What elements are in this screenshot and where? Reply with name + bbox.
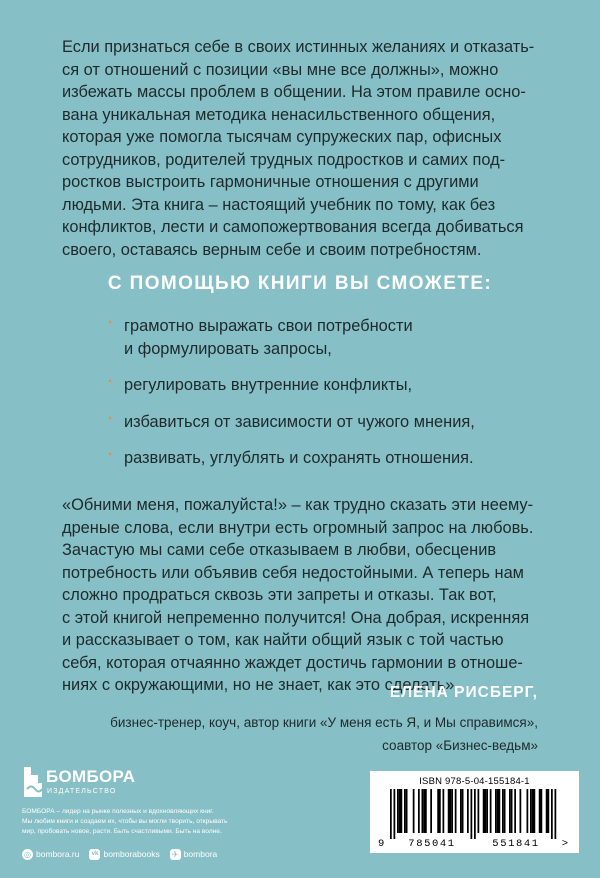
benefit-text: регулировать внутренние конфликты, [124,376,413,394]
bullet-dot-icon: · [108,409,113,427]
barcode-bar [502,789,504,833]
benefits-heading: С ПОМОЩЬЮ КНИГИ ВЫ СМОЖЕТЕ: [107,273,493,294]
barcode-bar [539,789,541,833]
barcode-bar [495,789,497,833]
barcode-guard-bar [471,789,473,839]
intro-line: которая уже помогла тысячам супружеских пар, офисных [62,128,502,146]
intro-line: конфликтов, лести и самопожертвования всегда добиваться [62,218,524,236]
barcode-bar [397,789,399,833]
quote-line: и рассказывает о том, как найти общий язык с той частью [62,631,504,649]
barcode-bar [486,789,488,833]
barcode-bar [541,789,543,833]
barcode-bar [520,789,522,833]
barcode-bar [485,789,487,833]
bullet-dot-icon: · [108,446,113,463]
barcode-bar [425,789,427,833]
benefit-text: и формулировать запросы, [124,339,332,358]
publisher-subtitle: ИЗДАТЕЛЬСТВО [47,788,117,795]
barcode-bar [548,789,550,833]
benefit-item [108,315,548,360]
quote-line: ниях с окружающими, но не знает, как это сделать». [62,676,459,694]
barcode-bar [483,789,485,833]
quote-line: дреные слова, если внутри есть огромный запрос на любовь. [62,518,534,537]
barcode-digit-first: 9 [378,838,385,850]
barcode-digits-left: 785041 [408,838,456,850]
quote-author-info [110,712,538,757]
social-links [22,847,217,861]
barcode-bar [448,789,450,833]
barcode-bar [437,789,439,833]
barcode-bar [534,789,536,833]
ean13-barcode [378,789,571,839]
quote-line: потребность или объявив себя недостойными. А теперь нам [62,563,524,582]
publisher-description [22,807,322,837]
social-vk[interactable] [89,849,159,860]
barcode-digits-right: 551841 [492,838,540,850]
publisher-name: БОМБОРА [46,767,136,786]
benefit-item [108,374,548,397]
author-credentials: бизнес-тренер, коуч, автор книги «У меня есть Я, и Мы справимся», [110,715,538,730]
quote-author-name: ЕЛЕНА РИСБЕРГ, [389,684,538,701]
barcode-bar [451,789,453,833]
barcode-bar [413,789,415,833]
barcode-bar [504,789,506,833]
benefit-text: развивать, углублять и сохранять отношения. [124,449,474,467]
barcode-bar [530,789,532,833]
intro-line: избежать массы проблем в общении. На этом правиле осно- [62,83,526,101]
intro-line: Если признаться себе в своих истинных желаниях и отказать- [62,38,535,56]
author-credentials: соавтор «Бизнес-ведьм» [382,737,538,753]
barcode-bar [406,789,408,833]
barcode-bar [546,789,548,833]
intro-paragraph [62,36,562,261]
quote-line: Зачастую мы сами себе отказываем в любви, обесценив [62,541,497,559]
instagram-icon: ◎ [22,849,33,860]
benefit-text: грамотно выражать свои потребности [124,317,413,335]
barcode-bar [443,789,445,833]
barcode-box [370,771,579,853]
social-label: bombora [183,849,218,859]
barcode-bar [467,789,469,833]
testimonial-quote [62,494,562,697]
barcode-bar [423,789,425,833]
publisher-line: Мы любим книги и создаем их, чтобы вы могли творить, открывать [22,818,228,825]
barcode-bar [497,789,499,833]
barcode-bar [462,789,464,833]
barcode-bar [404,789,406,833]
benefits-list [108,315,548,470]
barcode-bar [527,789,529,833]
barcode-bar [401,789,403,833]
quote-line: сложно продраться сквозь эти запреты и отказы. Так вот, [62,586,497,604]
quote-line: «Обними меня, пожалуйста!» – как трудно сказать эти неему- [62,496,534,514]
barcode-guard-bar [390,789,392,839]
barcode-bar [532,789,534,833]
messenger-icon: ✈ [170,849,181,860]
bullet-dot-icon: · [108,373,113,390]
social-messenger[interactable] [170,849,218,860]
benefit-item [108,447,548,470]
barcode-guard-bar [555,789,557,839]
barcode-bar [509,789,511,833]
barcode-bar [450,789,452,833]
barcode-bar [430,789,432,833]
publisher-line: БОМБОРА – лидер на рынке полезных и вдохновляющих книг. [22,808,214,815]
barcode-digits [378,838,571,850]
intro-line: ся от отношений с позиции «вы мне все должны», можно [62,60,499,79]
barcode-bar [455,789,457,833]
benefit-text: избавиться от зависимости от чужого мнения, [124,412,475,431]
barcode-arrow: > [561,838,568,850]
barcode-bar [478,789,480,833]
barcode-bar [439,789,441,833]
intro-line: своего, оставаясь верным себе и своим потребностям. [62,240,482,259]
publisher-line: мир, пробовать новое, расти. Быть счастливыми. Быть на волне. [22,828,222,835]
social-instagram[interactable] [22,849,79,860]
barcode-guard-bar [474,789,476,839]
quote-line: себя, которая отчаянно жаждет достичь гармонии в отноше- [62,653,523,672]
intro-line: сотрудников, родителей трудных подростков и самих под- [62,150,506,169]
vk-icon: vk [89,849,100,860]
intro-line: вана уникальная методика ненасильственного общения, [62,105,496,124]
barcode-bar [499,789,501,833]
isbn-number: ISBN 978-5-04-155184-1 [419,776,530,787]
social-label: bomborabooks [103,849,160,859]
barcode-bar [418,789,420,833]
publisher-logo [22,765,162,801]
barcode-guard-bar [394,789,396,839]
barcode-bar [514,789,516,833]
barcode-bar [490,789,492,833]
social-label: bombora.ru [36,849,80,859]
barcode-bar [399,789,401,833]
bombora-wave-icon [22,765,44,799]
intro-line: ростков выстроить гармоничные отношения с другими [62,173,479,191]
intro-line: людьми. Эта книга – настоящий учебник по тому, как без [62,195,496,214]
barcode-guard-bar [551,789,553,839]
barcode-bar [511,789,513,833]
bullet-dot-icon: · [108,314,113,331]
barcode-bar [422,789,424,833]
benefit-item [108,411,548,434]
barcode-bar [460,789,462,833]
quote-line: с этой книгой непременно получится! Она добрая, искренняя [62,608,530,627]
